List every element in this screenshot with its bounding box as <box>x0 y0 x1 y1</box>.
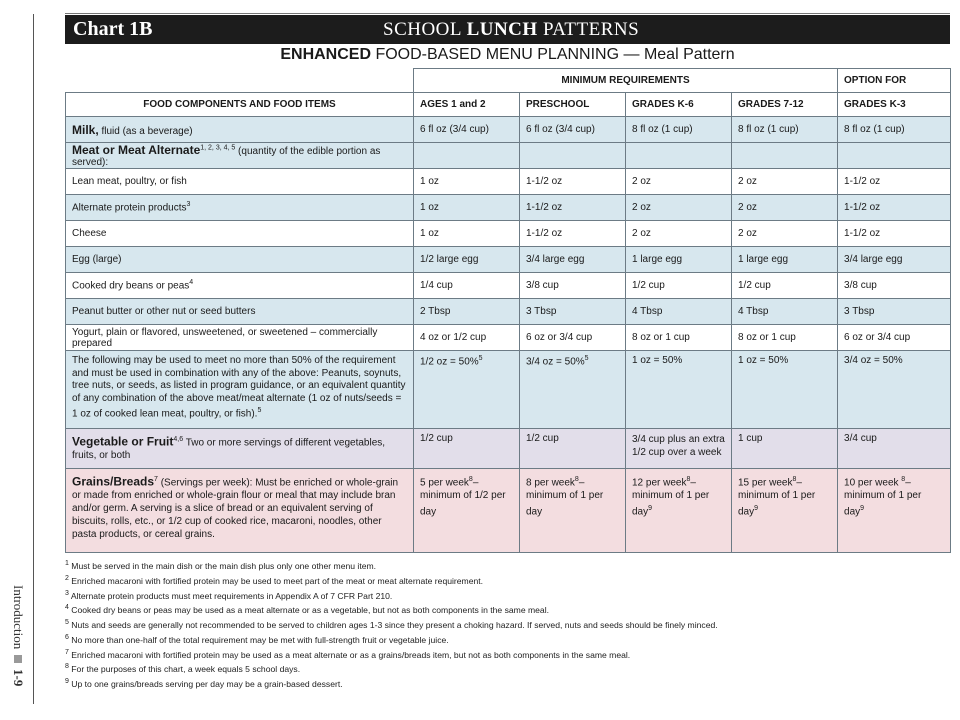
table-cell: 1 cup <box>732 429 838 469</box>
row-label: Lean meat, poultry, or fish <box>66 169 414 195</box>
table-cell: 1-1/2 oz <box>520 195 626 221</box>
column-header-grades-k-6: GRADES K-6 <box>626 93 732 117</box>
section-name: Introduction <box>11 585 26 650</box>
milk-row <box>66 117 951 143</box>
table-cell: 4 oz or 1/2 cup <box>414 325 520 351</box>
table-cell: 1-1/2 oz <box>838 169 951 195</box>
table-cell: 1-1/2 oz <box>520 169 626 195</box>
footnote: $^5$ Nuts and seeds are generally not recommended to be served to children ages 1-3 since they present a choking hazard. If served, nuts and seeds should be finely minced. <box>65 619 718 630</box>
table-cell: 8 fl oz (1 cup) <box>732 117 838 143</box>
table-cell: 1 large egg <box>626 247 732 273</box>
footnote: $^8$ For the purposes of this chart, a week equals 5 school days. <box>65 663 301 675</box>
table-cell: 2 oz <box>732 221 838 247</box>
table-row <box>66 273 951 299</box>
footnote: $^1$ Must be served in the main dish or the main dish plus only one other menu item. <box>65 560 377 571</box>
table-group-header-row <box>66 69 951 93</box>
meat-header-row <box>66 143 951 169</box>
table-column-header-row <box>66 93 951 117</box>
table-cell: 3/4 large egg <box>520 247 626 273</box>
nuts-seeds-label: The following may be used to meet no more than 50% of the requirement and must be used in combination with any of the above: Peanuts, soynuts, tree nuts, or seeds, as listed in program guidance, or an equivalent quantity of any combination of the above meat/meat alternate (1 oz of nuts/seeds = 1 oz of cooked lean meat, poultry, or fish).$^5$ <box>66 351 414 429</box>
table-cell: 8 per week$^8$–minimum of 1 per day <box>520 469 626 553</box>
meal-pattern-table <box>65 68 951 553</box>
footnote: $^7$ Enriched macaroni with fortified protein may be used as a meat alternate or as a grains/breads item, but not as both components in the same meal. <box>65 648 631 660</box>
table-cell: 3/4 oz = 50% <box>838 351 951 429</box>
chart-number: Chart 1B <box>73 18 153 40</box>
table-cell: 10 per week $^8$–minimum of 1 per day$^9$ <box>838 469 951 553</box>
vegetable-fruit-label: Vegetable or Fruit$^{4,6}$ Two or more servings of different vegetables, fruits, or both <box>66 429 414 469</box>
table-row <box>66 169 951 195</box>
minimum-requirements-header: MINIMUM REQUIREMENTS <box>414 69 838 93</box>
page-side-rule <box>33 14 34 704</box>
table-cell: 2 Tbsp <box>414 299 520 325</box>
table-cell: 15 per week$^8$–minimum of 1 per day$^9$ <box>732 469 838 553</box>
table-cell: 1/2 cup <box>626 273 732 299</box>
banner-top-rule <box>65 13 950 14</box>
table-cell: 1 oz <box>414 169 520 195</box>
table-row <box>66 195 951 221</box>
table-cell: 3/8 cup <box>838 273 951 299</box>
chart-subtitle: ENHANCED FOOD-BASED MENU PLANNING — Meal Pattern <box>280 46 735 63</box>
table-cell: 1/4 cup <box>414 273 520 299</box>
table-cell: 2 oz <box>732 169 838 195</box>
nuts-seeds-row <box>66 351 951 429</box>
row-label: Yogurt, plain or flavored, unsweetened, or sweetened – commercially prepared <box>66 325 414 351</box>
grains-breads-label: Grains/Breads$^7$ (Servings per week): Must be enriched or whole-grain or made from enriched or whole-grain flour or meal that may include bran and/or germ. A serving is a slice of bread or an equivalent serving of biscuits, rolls, etc., or 1/2 cup of cooked rice, macaroni, noodles, other pasta products, or cereal grains. <box>66 469 414 553</box>
row-label: Cheese <box>66 221 414 247</box>
table-cell: 3/4 cup plus an extra 1/2 cup over a week <box>626 429 732 469</box>
components-column-header: FOOD COMPONENTS AND FOOD ITEMS <box>66 93 414 117</box>
table-cell: 6 oz or 3/4 cup <box>520 325 626 351</box>
table-cell: 8 oz or 1 cup <box>626 325 732 351</box>
table-cell: 1/2 cup <box>520 429 626 469</box>
table-cell: 1/2 large egg <box>414 247 520 273</box>
footnote: $^2$ Enriched macaroni with fortified protein may be used to meet part of the meat or meat alternate requirement. <box>65 574 484 586</box>
table-row <box>66 325 951 351</box>
row-label: Cooked dry beans or peas$^4$ <box>66 273 414 299</box>
empty-header-cell <box>66 69 414 93</box>
table-cell: 1/2 cup <box>732 273 838 299</box>
table-cell: 1-1/2 oz <box>520 221 626 247</box>
column-header-grades-k-3: GRADES K-3 <box>838 93 951 117</box>
table-cell: 2 oz <box>626 169 732 195</box>
table-cell: 3/4 cup <box>838 429 951 469</box>
page-number: 1-9 <box>11 669 26 687</box>
vegetable-fruit-row <box>66 429 951 469</box>
footnote: $^6$ No more than one-half of the total requirement may be met with full-strength fruit or vegetable juice. <box>65 633 449 645</box>
table-cell: 6 oz or 3/4 cup <box>838 325 951 351</box>
table-cell: 8 fl oz (1 cup) <box>626 117 732 143</box>
table-cell: 1 large egg <box>732 247 838 273</box>
table-cell: 12 per week$^8$–minimum of 1 per day$^9$ <box>626 469 732 553</box>
table-cell: 8 fl oz (1 cup) <box>838 117 951 143</box>
grains-breads-row <box>66 469 951 553</box>
footnote: $^4$ Cooked dry beans or peas may be used as a meat alternate or as a vegetable, but not as both components in the same meal. <box>65 604 550 616</box>
column-header-preschool: PRESCHOOL <box>520 93 626 117</box>
row-label: Peanut butter or other nut or seed butters <box>66 299 414 325</box>
table-cell: 2 oz <box>626 221 732 247</box>
table-cell: 3 Tbsp <box>838 299 951 325</box>
footnote: $^9$ Up to one grains/breads serving per day may be a grain-based dessert. <box>65 678 343 689</box>
table-cell: 1 oz = 50% <box>732 351 838 429</box>
table-cell: 3/8 cup <box>520 273 626 299</box>
table-cell: 4 Tbsp <box>626 299 732 325</box>
chart-title: SCHOOL LUNCH PATTERNS <box>383 18 640 40</box>
table-cell: 8 oz or 1 cup <box>732 325 838 351</box>
table-cell: 1 oz <box>414 221 520 247</box>
page-side-label <box>8 585 28 695</box>
square-bullet-icon <box>14 655 22 663</box>
table-row <box>66 221 951 247</box>
row-label: Alternate protein products$^3$ <box>66 195 414 221</box>
table-cell: 3 Tbsp <box>520 299 626 325</box>
footnote: $^3$ Alternate protein products must meet requirements in Appendix A of 7 CFR Part 210. <box>65 589 393 601</box>
meat-category-label: Meat or Meat Alternate$^{1, 2, 3, 4, 5}$ (quantity of the edible portion as served): <box>66 143 414 169</box>
table-cell: 2 oz <box>732 195 838 221</box>
chart-banner <box>65 15 950 44</box>
column-header-ages-1-2: AGES 1 and 2 <box>414 93 520 117</box>
table-cell: 5 per week$^8$–minimum of 1/2 per day <box>414 469 520 553</box>
row-label: Egg (large) <box>66 247 414 273</box>
option-for-header: OPTION FOR <box>838 69 951 93</box>
table-row <box>66 247 951 273</box>
milk-label: Milk, fluid (as a beverage) <box>66 117 414 143</box>
table-row <box>66 299 951 325</box>
table-cell: 1-1/2 oz <box>838 195 951 221</box>
table-cell: 6 fl oz (3/4 cup) <box>520 117 626 143</box>
table-cell: 1/2 oz = 50%$^5$ <box>414 351 520 429</box>
table-cell: 3/4 oz = 50%$^5$ <box>520 351 626 429</box>
table-cell: 1 oz = 50% <box>626 351 732 429</box>
footnotes <box>65 558 950 691</box>
table-cell: 1 oz <box>414 195 520 221</box>
table-cell: 1/2 cup <box>414 429 520 469</box>
table-cell: 2 oz <box>626 195 732 221</box>
table-cell: 3/4 large egg <box>838 247 951 273</box>
table-cell: 6 fl oz (3/4 cup) <box>414 117 520 143</box>
table-cell: 1-1/2 oz <box>838 221 951 247</box>
column-header-grades-7-12: GRADES 7-12 <box>732 93 838 117</box>
table-cell: 4 Tbsp <box>732 299 838 325</box>
